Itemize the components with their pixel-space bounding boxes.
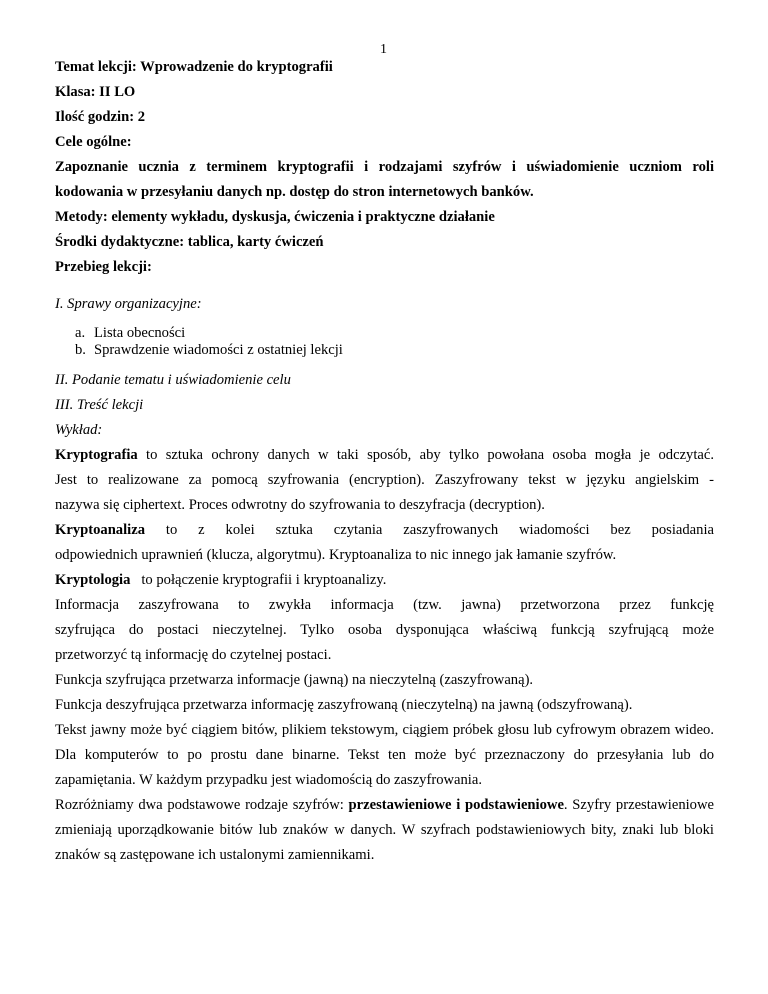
kryptografia-term: Kryptografia bbox=[55, 447, 138, 463]
info-line-1: Informacja zaszyfrowana to zwykła informacja (tzw. jawna) przetworzona przez funkcję bbox=[55, 597, 714, 613]
list-marker: a. bbox=[75, 325, 86, 341]
info-line-2: szyfrująca do postaci nieczytelnej. Tylko osoba dysponująca właściwą funkcją szyfrującą może bbox=[55, 622, 714, 638]
goals-heading: Cele ogólne: bbox=[55, 134, 132, 150]
section-2-title: II. Podanie tematu i uświadomienie celu bbox=[55, 372, 291, 388]
list-item bbox=[75, 342, 714, 359]
cipher-types-names: przestawieniowe i podstawieniowe bbox=[348, 797, 564, 813]
kryptografia-text-1: to sztuka ochrony danych w taki sposób, aby tylko powołana osoba mogła je odczytać. bbox=[146, 447, 714, 463]
encrypt-function-text: Funkcja szyfrująca przetwarza informacje (jawną) na nieczytelną (zaszyfrowaną). bbox=[55, 672, 534, 688]
kryptografia-line-1 bbox=[55, 443, 714, 468]
page-number: 1 bbox=[380, 42, 387, 57]
list-item-text: Sprawdzenie wiadomości z ostatniej lekcji bbox=[94, 342, 343, 358]
kryptologia-term: Kryptologia bbox=[55, 572, 131, 588]
kryptoanaliza-term: Kryptoanaliza bbox=[55, 522, 145, 538]
section-3-title: III. Treść lekcji bbox=[55, 397, 144, 413]
info-line-3: przetworzyć tą informację do czytelnej postaci. bbox=[55, 647, 332, 663]
lecture-label: Wykład: bbox=[55, 422, 103, 438]
goals-line-2: kodowania w przesyłaniu danych np. dostęp do stron internetowych banków. bbox=[55, 184, 534, 200]
lesson-class: Klasa: II LO bbox=[55, 84, 136, 100]
plaintext-paragraph: Tekst jawny może być ciągiem bitów, plikiem tekstowym, ciągiem próbek głosu lub cyfrowym obrazem wideo. Dla komputerów to po prostu dane binarne. Tekst ten może być przeznaczony do przesyłania lub do zapamiętania. W każdym przypadku jest wiadomością do zaszyfrowania. bbox=[55, 722, 714, 788]
list-item bbox=[75, 325, 714, 342]
kryptografia-line-3: nazywa się ciphertext. Proces odwrotny do szyfrowania to deszyfracja (decryption). bbox=[55, 497, 545, 513]
lesson-methods: Metody: elementy wykładu, dyskusja, ćwiczenia i praktyczne działanie bbox=[55, 209, 495, 225]
section-1-list bbox=[55, 325, 714, 359]
kryptoanaliza-line-1 bbox=[55, 518, 714, 543]
decrypt-function-text: Funkcja deszyfrująca przetwarza informację zaszyfrowaną (nieczytelną) na jawną (odszyfrowaną). bbox=[55, 697, 633, 713]
cipher-types-paragraph bbox=[55, 793, 714, 868]
lesson-hours: Ilość godzin: 2 bbox=[55, 109, 145, 125]
goals-line-1: Zapoznanie ucznia z terminem kryptografii i rodzajami szyfrów i uświadomienie uczniom roli bbox=[55, 159, 714, 175]
cipher-types-rest: . Szyfry przestawieniowe zmieniają uporządkowanie bitów lub znaków w danych. W szyfrach podstawieniowych bity, znaki lub bloki znaków są zastępowane ich ustalonymi zamiennikami. bbox=[55, 797, 714, 863]
kryptologia-text: to połączenie kryptografii i kryptoanalizy. bbox=[141, 572, 387, 588]
cipher-types-intro: Rozróżniamy dwa podstawowe rodzaje szyfrów: bbox=[55, 797, 344, 813]
kryptologia-line bbox=[55, 568, 714, 593]
list-marker: b. bbox=[75, 342, 86, 358]
lesson-aids: Środki dydaktyczne: tablica, karty ćwiczeń bbox=[55, 234, 324, 250]
list-item-text: Lista obecności bbox=[94, 325, 186, 341]
kryptoanaliza-line-2: odpowiednich uprawnień (klucza, algorytmu). Kryptoanaliza to nic innego jak łamanie szyfrów. bbox=[55, 547, 617, 563]
kryptoanaliza-text-1: to z kolei sztuka czytania zaszyfrowanych wiadomości bez posiadania bbox=[165, 522, 714, 538]
lesson-course-heading: Przebieg lekcji: bbox=[55, 259, 152, 275]
kryptografia-line-2: Jest to realizowane za pomocą szyfrowania (encryption). Zaszyfrowany tekst w języku angielskim - bbox=[55, 472, 714, 488]
section-1-title: I. Sprawy organizacyjne: bbox=[55, 296, 202, 312]
document-body bbox=[55, 55, 714, 868]
lesson-topic: Temat lekcji: Wprowadzenie do kryptografii bbox=[55, 59, 333, 75]
